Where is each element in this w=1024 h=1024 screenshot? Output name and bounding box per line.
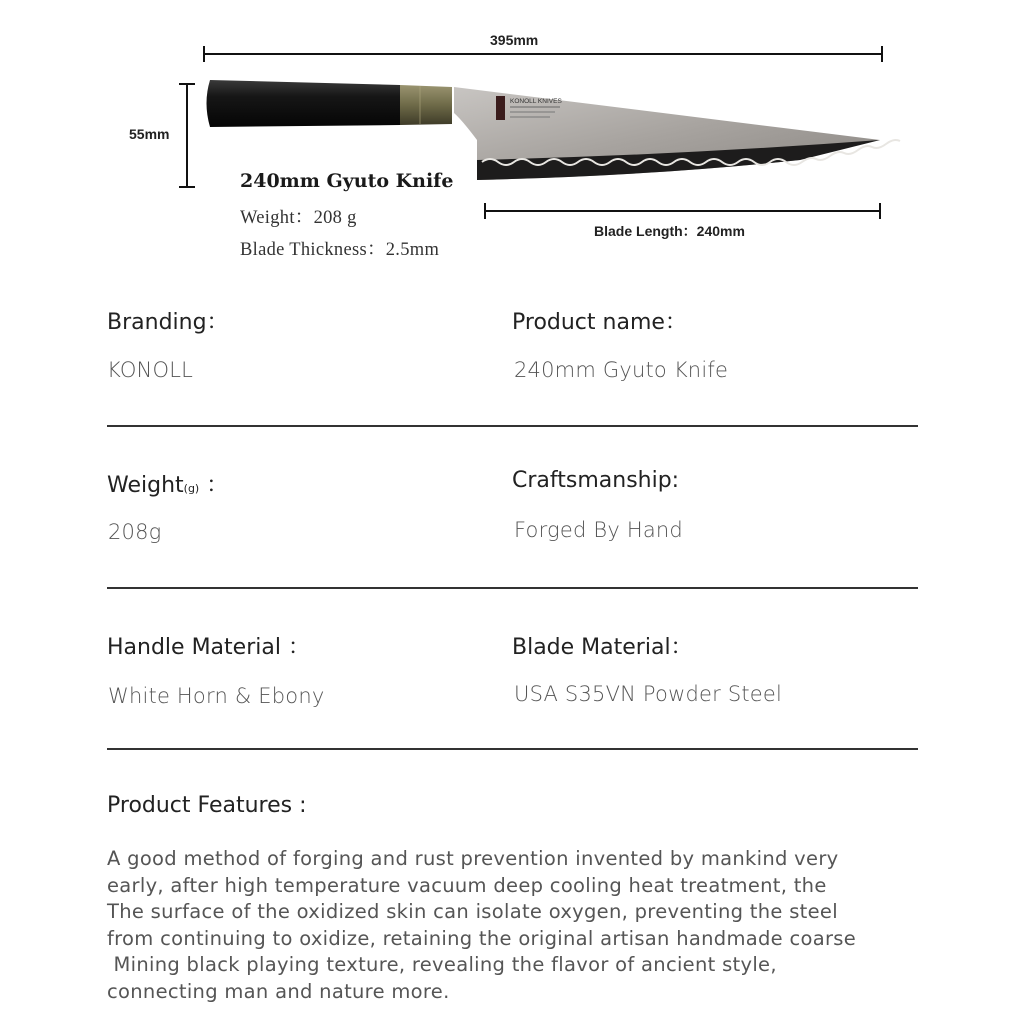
features-line: Mining black playing texture, revealing the flavor of ancient style, — [107, 953, 777, 977]
blade-length-line — [484, 210, 881, 212]
features-line: early, after high temperature vacuum deep cooling heat treatment, the — [107, 873, 827, 897]
knife-diagram — [0, 0, 1024, 270]
knife-title: 240mm Gyuto Knife — [240, 170, 454, 192]
knife-weight: Weight：208 g — [240, 208, 357, 228]
divider-1 — [107, 425, 918, 427]
blade-length-tick-right — [879, 203, 881, 219]
blade-material-value: USA S35VN Powder Steel — [514, 682, 783, 706]
blade-material-label: Blade Material： — [512, 635, 693, 660]
features-line: connecting man and nature more. — [107, 979, 450, 1003]
blade-brand-text: KONOLL KNIVES — [510, 98, 562, 105]
height-label: 55mm — [129, 126, 170, 142]
weight-value: 208g — [108, 520, 162, 544]
features-line: from continuing to oxidize, retaining the original artisan handmade coarse — [107, 926, 857, 950]
handle-material-value: White Horn & Ebony — [108, 684, 325, 708]
blade-brand-seal — [496, 96, 505, 120]
knife-thickness: Blade Thickness：2.5mm — [240, 240, 440, 260]
knife-image — [0, 0, 1024, 270]
divider-2 — [107, 587, 918, 589]
handle-material-label: Handle Material ： — [107, 635, 310, 660]
features-title: Product Features : — [107, 793, 307, 818]
blade-length-label: Blade Length：240mm — [594, 223, 745, 239]
branding-label: Branding： — [107, 310, 229, 335]
product-name-value: 240mm Gyuto Knife — [514, 358, 729, 382]
divider-3 — [107, 748, 918, 750]
features-paragraph — [107, 846, 947, 1006]
overall-length-label: 395mm — [490, 32, 539, 48]
blade-length-tick-left — [484, 203, 486, 219]
features-line: A good method of forging and rust prevention invented by mankind very — [107, 847, 839, 870]
knife-ferrule — [400, 85, 452, 125]
branding-value: KONOLL — [107, 358, 193, 382]
craftsmanship-value: Forged By Hand — [514, 518, 683, 542]
weight-label: Weight(g) ： — [107, 473, 229, 498]
craftsmanship-label: Craftsmanship: — [512, 468, 680, 493]
features-line: The surface of the oxidized skin can isolate oxygen, preventing the steel — [107, 900, 838, 924]
product-name-label: Product name： — [512, 310, 687, 335]
knife-handle — [207, 80, 401, 127]
